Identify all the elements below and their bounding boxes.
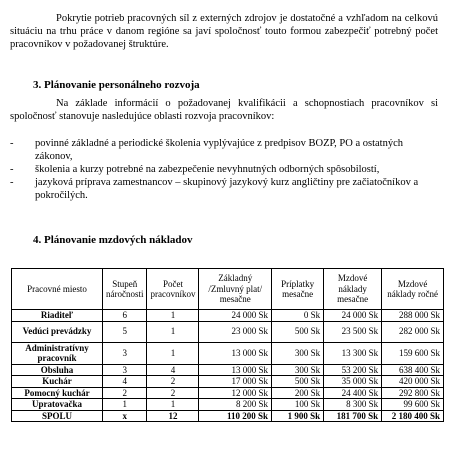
table-row — [12, 364, 444, 376]
header-pracovne-miesto: Pracovné miesto — [12, 269, 103, 310]
header-pocet-pracovnikov: Počet pracovníkov — [147, 269, 199, 310]
cell-rocne: 2 180 400 Sk — [382, 410, 444, 422]
cell-mesacne: 35 000 Sk — [324, 376, 382, 388]
dash-bullet-icon: - — [10, 138, 14, 149]
list-item — [10, 137, 440, 163]
cell-pocet: 1 — [147, 399, 199, 411]
table-row — [12, 387, 444, 399]
cell-miesto: Pomocný kuchár — [12, 387, 103, 399]
header-zakladny-plat: Základný /Zmluvný plat/ mesačne — [199, 269, 272, 310]
cell-rocne: 99 600 Sk — [382, 399, 444, 411]
cell-priplatky: 300 Sk — [272, 364, 324, 376]
list-item — [10, 176, 440, 202]
table-row — [12, 399, 444, 411]
cell-pocet: 2 — [147, 387, 199, 399]
list-item-text: jazyková príprava zamestnancov – skupinový jazykový kurz angličtiny pre začiatočníkov a pokročilých. — [35, 177, 419, 201]
cell-stupen: 4 — [102, 376, 146, 388]
cell-mesacne: 53 200 Sk — [324, 364, 382, 376]
development-areas-list — [10, 137, 440, 202]
cell-zakladny: 17 000 Sk — [199, 376, 272, 388]
cell-rocne: 292 800 Sk — [382, 387, 444, 399]
cell-priplatky: 500 Sk — [272, 321, 324, 342]
intro-paragraph: Pokrytie potrieb pracovných síl z externých zdrojov je dostatočné a vzhľadom na celkovú situáciu na trhu práce v danom regióne sa javí spoločnosť touto formou zabezpečiť potrebný počet pracovníkov v požadovanej štruktúre. — [10, 13, 438, 50]
dash-bullet-icon: - — [10, 177, 14, 188]
cell-stupen: 2 — [102, 387, 146, 399]
wage-costs-table — [11, 268, 444, 422]
cell-miesto: Vedúci prevádzky — [12, 321, 103, 342]
cell-priplatky: 500 Sk — [272, 376, 324, 388]
cell-rocne: 159 600 Sk — [382, 342, 444, 364]
cell-pocet: 2 — [147, 376, 199, 388]
header-mzdove-mesacne: Mzdové náklady mesačne — [324, 269, 382, 310]
cell-miesto: Obsluha — [12, 364, 103, 376]
cell-stupen: 1 — [102, 399, 146, 411]
section-3-paragraph: Na základe informácií o požadovanej kvalifikácii a schopnostiach pracovníkov si spoločnosť stanovuje nasledujúce oblasti rozvoja pracovníkov: — [10, 98, 438, 122]
cell-rocne: 282 000 Sk — [382, 321, 444, 342]
cell-priplatky: 1 900 Sk — [272, 410, 324, 422]
section-3-heading: 3. Plánovanie personálneho rozvoja — [33, 79, 200, 91]
cell-miesto: Administratívny pracovník — [12, 342, 103, 364]
cell-rocne: 288 000 Sk — [382, 310, 444, 322]
table-row — [12, 342, 444, 364]
cell-zakladny: 110 200 Sk — [199, 410, 272, 422]
table-header-row — [12, 269, 444, 310]
cell-priplatky: 200 Sk — [272, 387, 324, 399]
cell-pocet: 1 — [147, 342, 199, 364]
cell-zakladny: 13 000 Sk — [199, 342, 272, 364]
cell-pocet: 12 — [147, 410, 199, 422]
cell-zakladny: 24 000 Sk — [199, 310, 272, 322]
cell-mesacne: 24 400 Sk — [324, 387, 382, 399]
list-item-text: školenia a kurzy potrebné na zabezpečenie nevyhnutných odborných spôsobilostí, — [35, 164, 380, 175]
cell-stupen: x — [102, 410, 146, 422]
cell-mesacne: 13 300 Sk — [324, 342, 382, 364]
dash-bullet-icon: - — [10, 164, 14, 175]
cell-mesacne: 23 500 Sk — [324, 321, 382, 342]
cell-stupen: 3 — [102, 364, 146, 376]
list-item-text: povinné základné a periodické školenia vyplývajúce z predpisov BOZP, PO a ostatných zákonov, — [35, 138, 403, 162]
cell-mesacne: 181 700 Sk — [324, 410, 382, 422]
cell-miesto: SPOLU — [12, 410, 103, 422]
cell-miesto: Riaditeľ — [12, 310, 103, 322]
cell-mesacne: 8 300 Sk — [324, 399, 382, 411]
cell-zakladny: 8 200 Sk — [199, 399, 272, 411]
header-stupen-narocnosti: Stupeň náročnosti — [102, 269, 146, 310]
list-item — [10, 163, 440, 176]
cell-stupen: 3 — [102, 342, 146, 364]
cell-rocne: 638 400 Sk — [382, 364, 444, 376]
table-row — [12, 376, 444, 388]
header-priplatky: Príplatky mesačne — [272, 269, 324, 310]
header-mzdove-rocne: Mzdové náklady ročné — [382, 269, 444, 310]
cell-rocne: 420 000 Sk — [382, 376, 444, 388]
cell-miesto: Upratovačka — [12, 399, 103, 411]
cell-pocet: 1 — [147, 321, 199, 342]
cell-priplatky: 0 Sk — [272, 310, 324, 322]
cell-zakladny: 13 000 Sk — [199, 364, 272, 376]
cell-stupen: 5 — [102, 321, 146, 342]
cell-zakladny: 23 000 Sk — [199, 321, 272, 342]
table-row — [12, 321, 444, 342]
cell-miesto: Kuchár — [12, 376, 103, 388]
section-4-heading: 4. Plánovanie mzdových nákladov — [33, 234, 193, 246]
table-total-row — [12, 410, 444, 422]
table-row — [12, 310, 444, 322]
cell-priplatky: 300 Sk — [272, 342, 324, 364]
cell-pocet: 1 — [147, 310, 199, 322]
cell-pocet: 4 — [147, 364, 199, 376]
cell-stupen: 6 — [102, 310, 146, 322]
cell-mesacne: 24 000 Sk — [324, 310, 382, 322]
cell-priplatky: 100 Sk — [272, 399, 324, 411]
cell-zakladny: 12 000 Sk — [199, 387, 272, 399]
